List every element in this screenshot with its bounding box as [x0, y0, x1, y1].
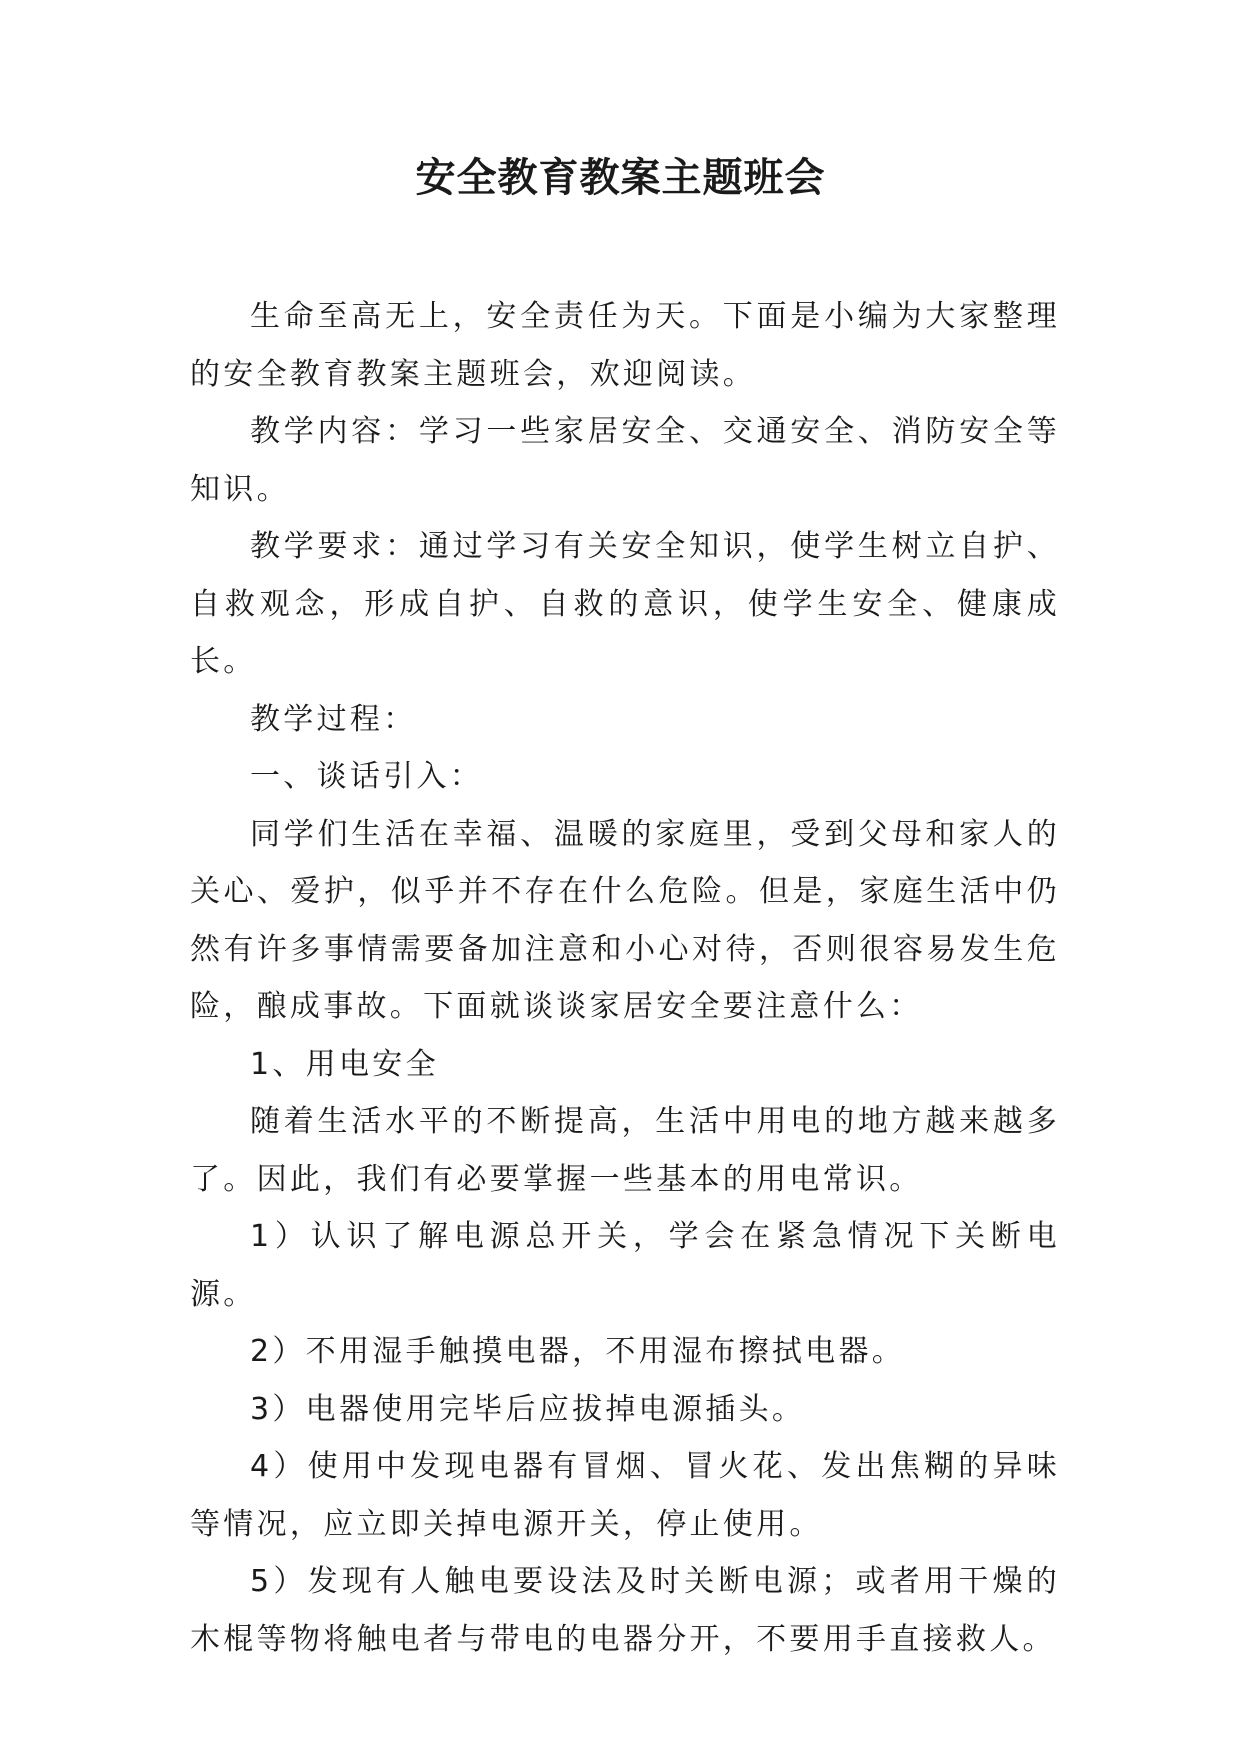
document-title: 安全教育教案主题班会 [415, 154, 826, 201]
intro-paragraph: 生命至高无上，安全责任为天。下面是小编为大家整理的安全教育教案主题班会，欢迎阅读。 [190, 299, 1060, 392]
list-item: 1）认识了解电源总开关，学会在紧急情况下关断电源。 [190, 1219, 1060, 1312]
document-body [190, 288, 1060, 1668]
teaching-content-paragraph: 教学内容：学习一些家居安全、交通安全、消防安全等知识。 [190, 414, 1060, 507]
section-heading-intro-talk: 一、谈话引入： [250, 759, 484, 794]
home-safety-paragraph: 同学们生活在幸福、温暖的家庭里，受到父母和家人的关心、爱护，似乎并不存在什么危险。但是，家庭生活中仍然有许多事情需要备加注意和小心对待，否则很容易发生危险，酿成事故。下面就谈谈家居安全要注意什么： [190, 816, 1060, 1024]
list-item: 5）发现有人触电要设法及时关断电源；或者用干燥的木棍等物将触电者与带电的电器分开，不要用手直接救人。 [190, 1564, 1060, 1657]
electric-intro-paragraph: 随着生活水平的不断提高，生活中用电的地方越来越多了。因此，我们有必要掌握一些基本的用电常识。 [190, 1104, 1060, 1197]
list-item: 4）使用中发现电器有冒烟、冒火花、发出焦糊的异味等情况，应立即关掉电源开关，停止使用。 [190, 1449, 1060, 1542]
subsection-heading-electric-safety: 1、用电安全 [250, 1046, 439, 1082]
teaching-requirements-paragraph: 教学要求：通过学习有关安全知识，使学生树立自护、自救观念，形成自护、自救的意识，使学生安全、健康成长。 [190, 529, 1060, 679]
list-item: 3）电器使用完毕后应拔掉电源插头。 [250, 1391, 806, 1427]
teaching-process-heading: 教学过程： [250, 701, 417, 737]
list-item: 2）不用湿手触摸电器，不用湿布擦拭电器。 [250, 1334, 906, 1369]
